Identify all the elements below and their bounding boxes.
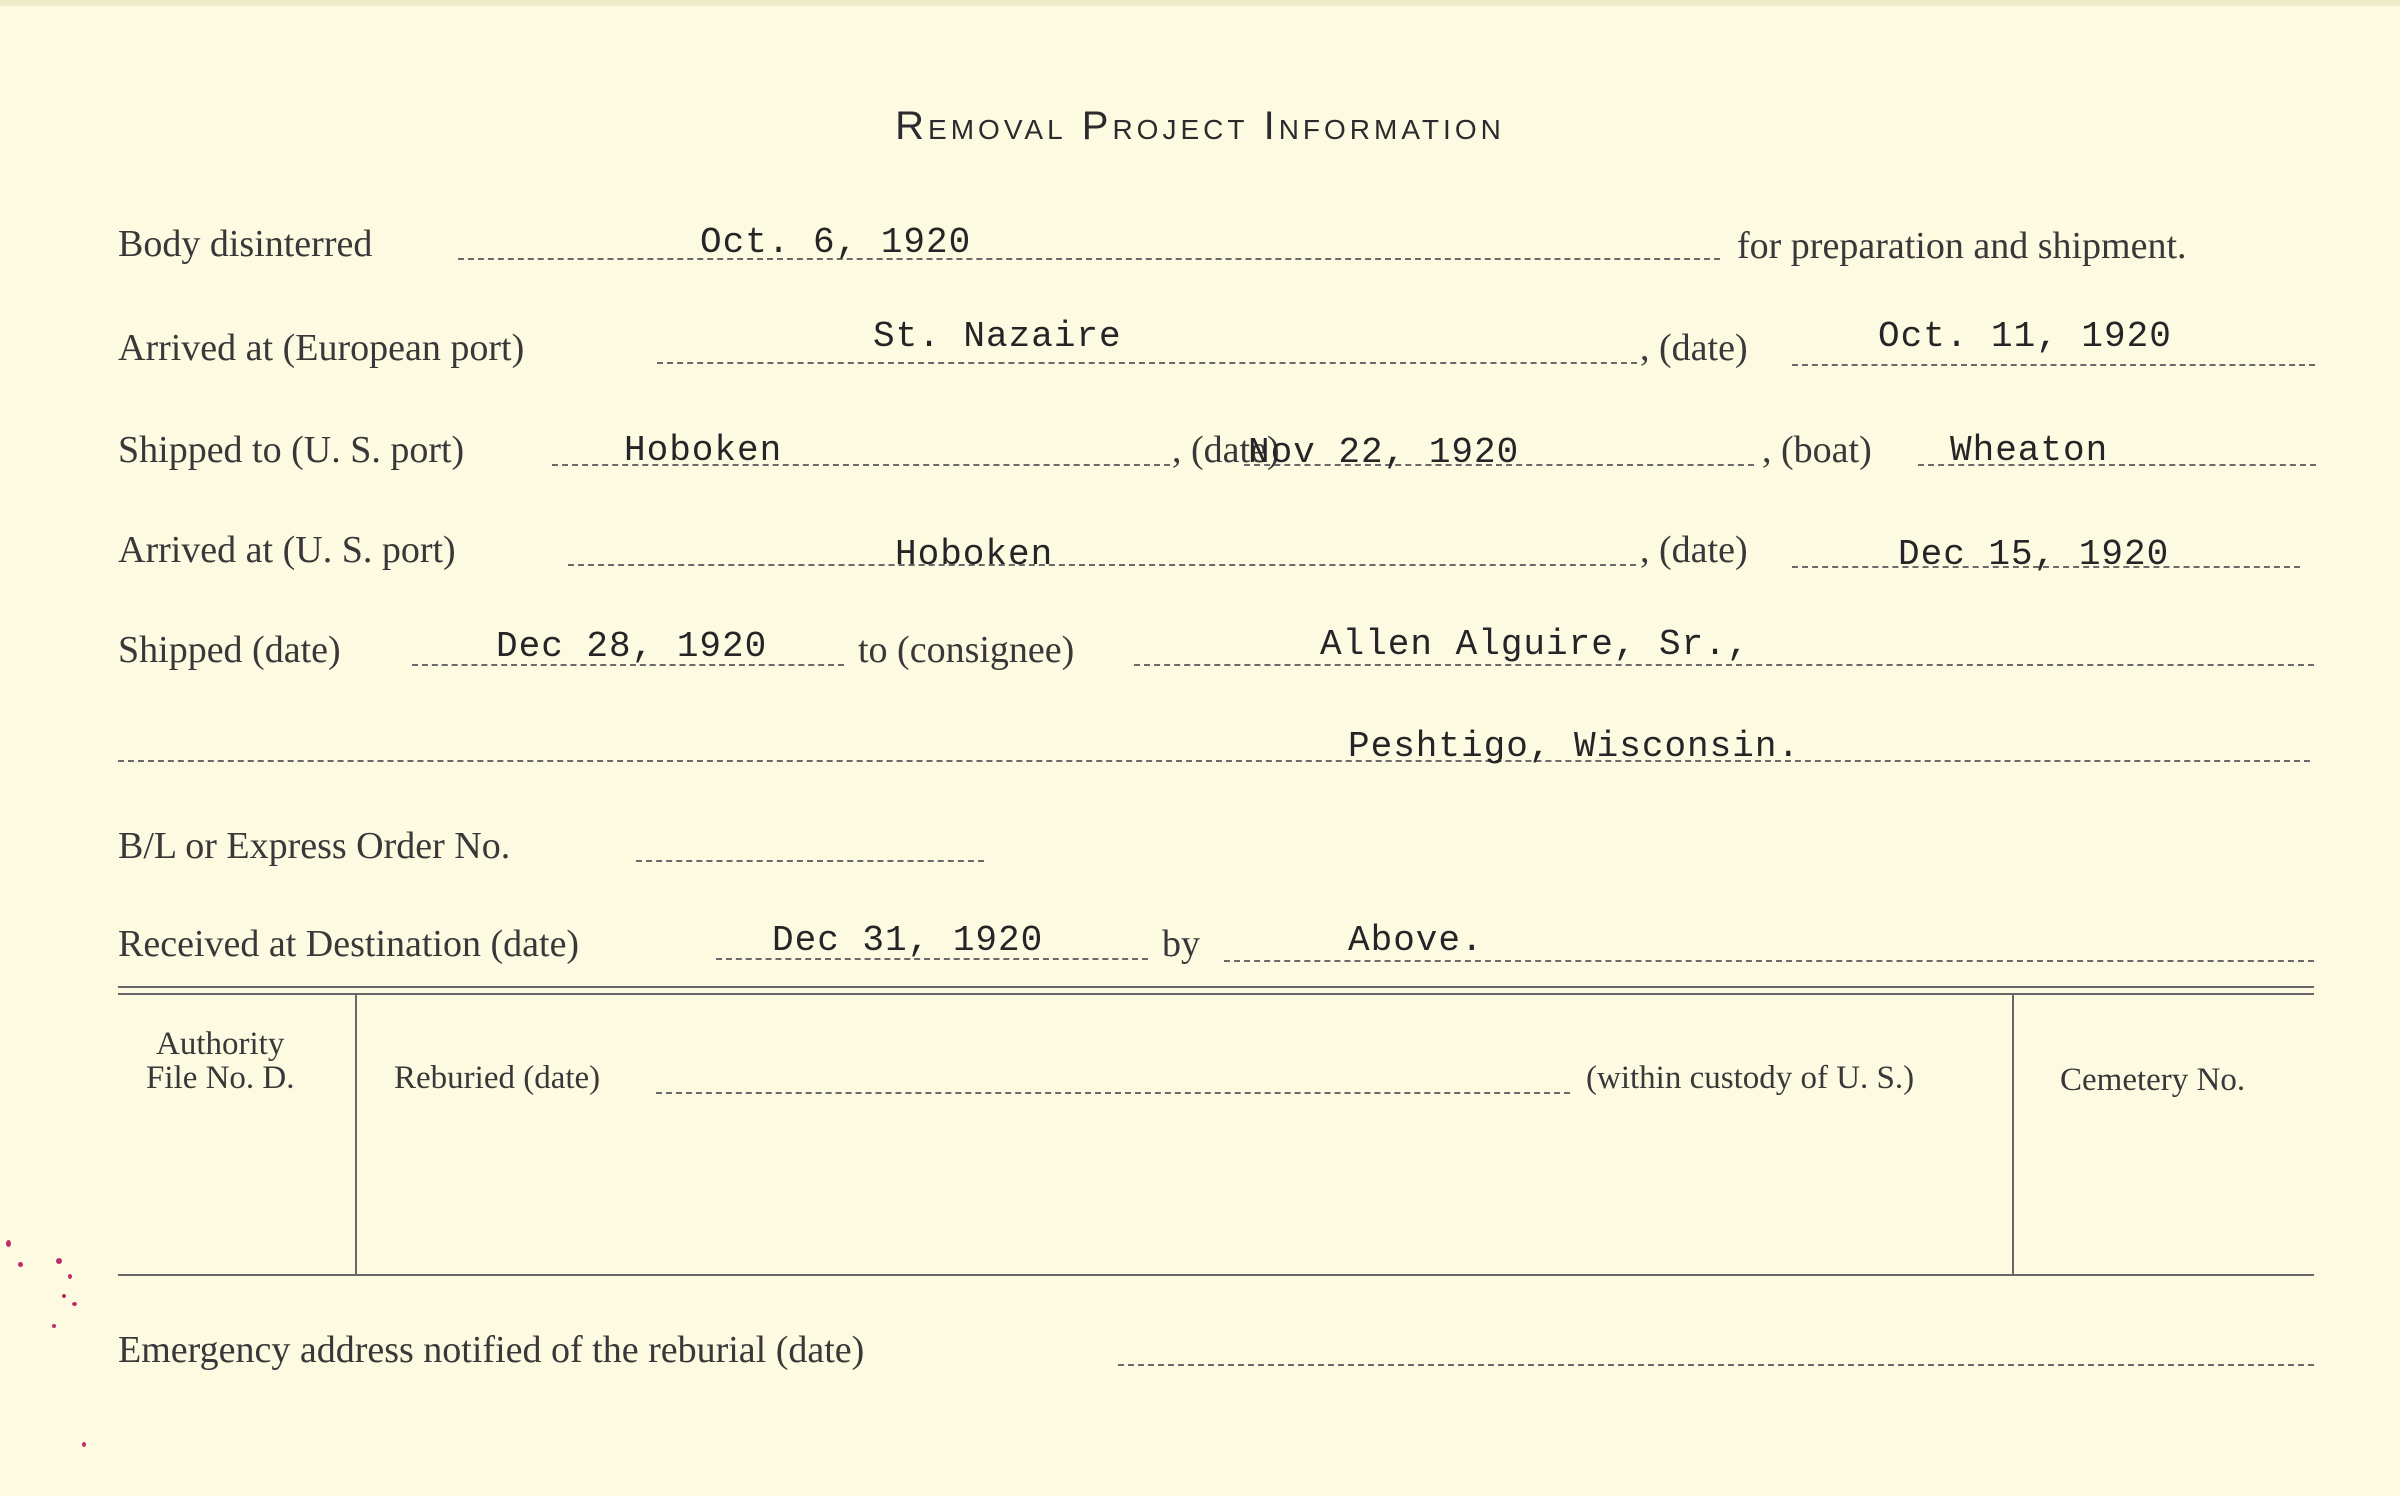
table-divider-right (2012, 995, 2014, 1275)
received-by-label: by (1162, 923, 1200, 965)
received-label: Received at Destination (date) (118, 923, 580, 965)
authority-label: Authority (156, 1026, 285, 1062)
form-title: Removal Project Information (895, 104, 1505, 148)
shipped-date-label: Shipped (date) (118, 629, 341, 671)
ink-speck (72, 1302, 77, 1306)
shipped-us-boat-value: Wheaton (1950, 430, 2109, 471)
card-top-edge (0, 0, 2400, 6)
body-disinterred-suffix: for preparation and shipment. (1737, 225, 2187, 267)
body-disinterred-line (458, 258, 1720, 260)
emergency-label: Emergency address notified of the reburial (date) (118, 1329, 865, 1371)
table-top-rule-2 (118, 993, 2314, 995)
table-divider-left (355, 995, 357, 1275)
cemetery-no-label: Cemetery No. (2060, 1062, 2246, 1098)
arrived-us-date-label: , (date) (1640, 529, 1748, 571)
bl-order-line (636, 860, 984, 862)
shipped-us-date-label: , (date) (1172, 429, 1280, 471)
arrived-us-port-value: Hoboken (895, 534, 1054, 575)
received-by-value: Above. (1348, 920, 1484, 961)
arrived-european-label: Arrived at (European port) (118, 327, 525, 369)
bl-order-label: B/L or Express Order No. (118, 825, 511, 867)
ink-speck (6, 1240, 11, 1247)
reburied-label: Reburied (date) (394, 1060, 601, 1096)
ink-speck (68, 1274, 72, 1279)
consignee-address-line (118, 760, 2310, 762)
consignee-value: Allen Alguire, Sr., (1320, 624, 1750, 665)
consignee-label: to (consignee) (858, 629, 1075, 671)
arrived-european-port-value: St. Nazaire (873, 316, 1122, 357)
arrived-european-line (657, 362, 1637, 364)
shipped-us-boat-label: , (boat) (1762, 429, 1872, 471)
shipped-us-label: Shipped to (U. S. port) (118, 429, 465, 471)
consignee-address-value: Peshtigo, Wisconsin. (1348, 726, 1801, 767)
body-disinterred-label: Body disinterred (118, 223, 373, 265)
ink-speck (52, 1324, 56, 1328)
reburied-line (656, 1092, 1570, 1094)
body-disinterred-value: Oct. 6, 1920 (700, 222, 972, 263)
arrived-us-label: Arrived at (U. S. port) (118, 529, 456, 571)
file-no-label: File No. D. (146, 1060, 295, 1096)
emergency-line (1118, 1364, 2314, 1366)
ink-speck (82, 1442, 86, 1447)
arrived-us-date-value: Dec 15, 1920 (1898, 534, 2170, 575)
received-date-value: Dec 31, 1920 (772, 920, 1044, 961)
ink-speck (62, 1294, 66, 1298)
shipped-us-date-value: Nov 22, 1920 (1248, 432, 1520, 473)
ink-speck (18, 1262, 23, 1267)
arrived-european-date-line (1792, 364, 2315, 366)
arrived-european-date-value: Oct. 11, 1920 (1878, 316, 2172, 357)
ink-speck (56, 1258, 62, 1264)
shipped-date-value: Dec 28, 1920 (496, 626, 768, 667)
arrived-european-date-label: , (date) (1640, 327, 1748, 369)
arrived-us-line (568, 564, 1636, 566)
table-top-rule (118, 986, 2314, 988)
shipped-us-port-value: Hoboken (624, 430, 783, 471)
custody-label: (within custody of U. S.) (1586, 1060, 1915, 1096)
table-bottom-rule (118, 1274, 2314, 1276)
